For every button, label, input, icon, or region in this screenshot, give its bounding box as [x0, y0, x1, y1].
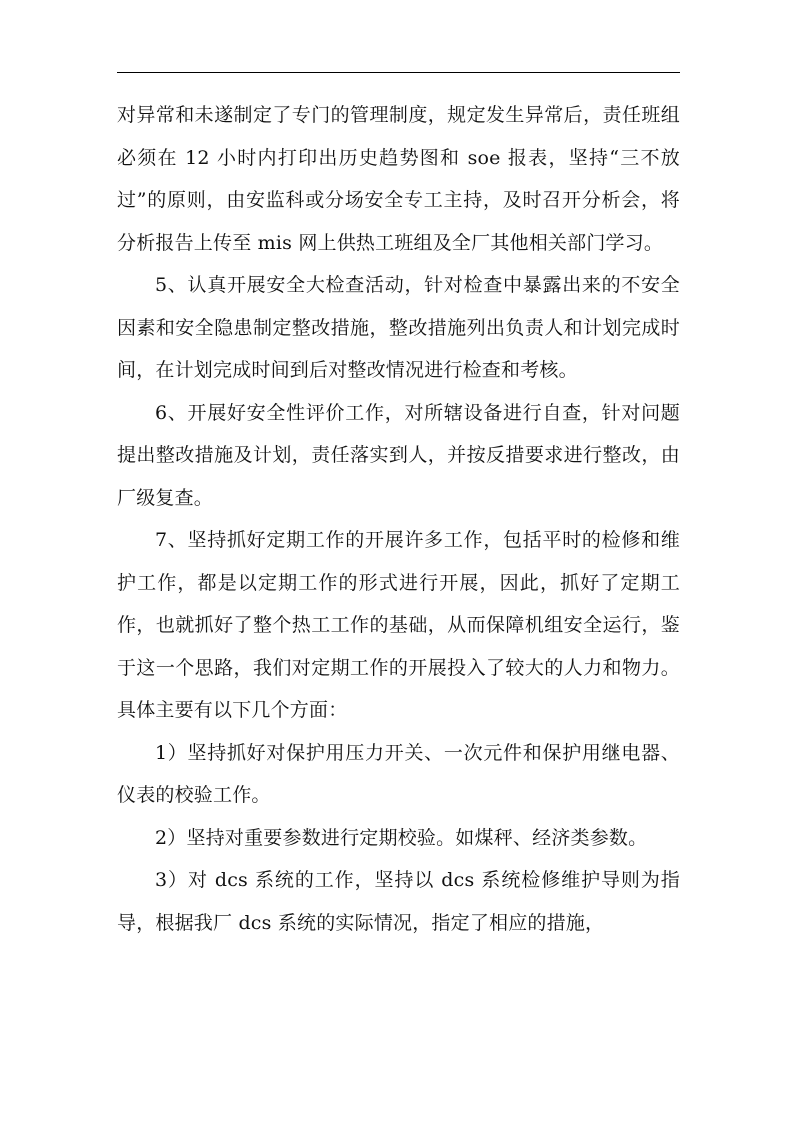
- paragraph-2: 5、认真开展安全大检查活动，针对检查中暴露出来的不安全因素和安全隐患制定整改措施，整改措施列出负责人和计划完成时间，在计划完成时间到后对整改情况进行检查和考核。: [117, 274, 680, 381]
- paragraph-1: 对异常和未遂制定了专门的管理制度，规定发生异常后，责任班组必须在 12 小时内打印出历史趋势图和 soe 报表，坚持“三不放过”的原则，由安监科或分场安全专工主持，及时召开分析会，将分析报告上传至 mis 网上供热工班组及全厂其他相关部门学习。: [117, 104, 680, 254]
- paragraph-7: 3）对 dcs 系统的工作，坚持以 dcs 系统检修维护导则为指导，根据我厂 dcs 系统的实际情况，指定了相应的措施，: [117, 869, 680, 934]
- paragraph-4: 7、坚持抓好定期工作的开展许多工作，包括平时的检修和维护工作，都是以定期工作的形式进行开展，因此，抓好了定期工作，也就抓好了整个热工工作的基础，从而保障机组安全运行，鉴于这一个思路，我们对定期工作的开展投入了较大的人力和物力。具体主要有以下几个方面：: [117, 529, 680, 721]
- document-body: [117, 94, 680, 944]
- header-rule: [117, 72, 680, 73]
- paragraph-3: 6、开展好安全性评价工作，对所辖设备进行自查，针对问题提出整改措施及计划，责任落实到人，并按反措要求进行整改，由厂级复查。: [117, 401, 680, 509]
- paragraph-5: 1）坚持抓好对保护用压力开关、一次元件和保护用继电器、仪表的校验工作。: [117, 741, 680, 806]
- paragraph-6: 2）坚持对重要参数进行定期校验。如煤秤、经济类参数。: [155, 826, 648, 849]
